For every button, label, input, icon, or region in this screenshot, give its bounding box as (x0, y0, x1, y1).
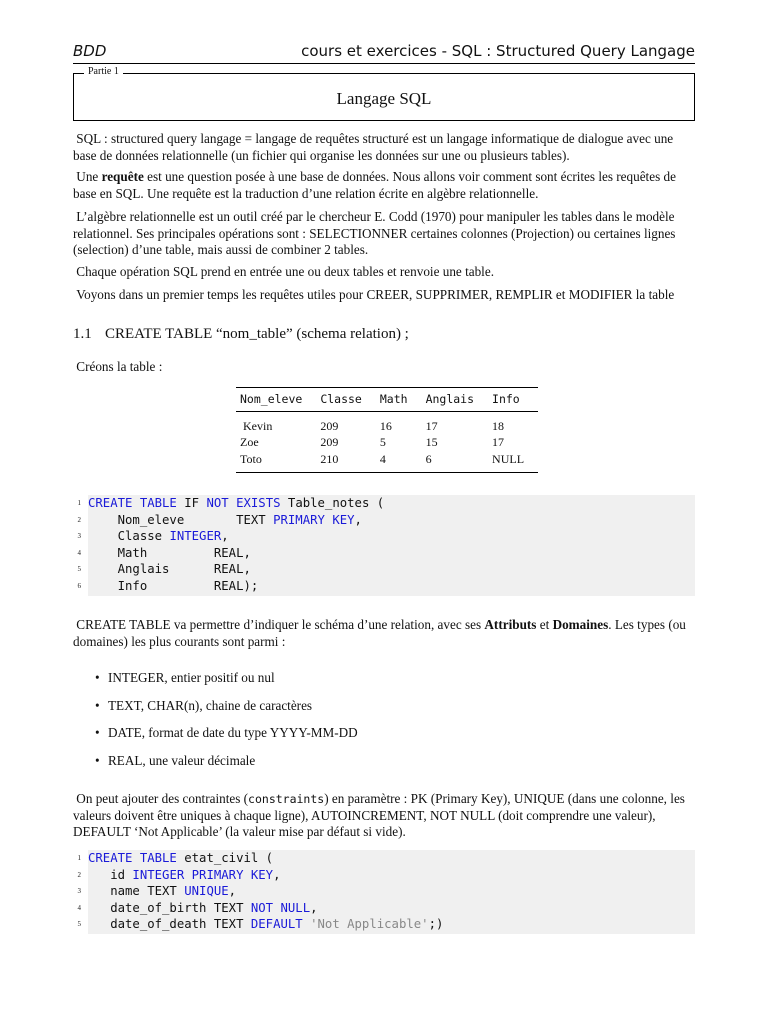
list-item: • TEXT, CHAR(n), chaine de caractères (95, 697, 313, 713)
code-text: , (221, 529, 229, 543)
code-text: Math REAL, (88, 545, 251, 560)
code-text: date_of_birth TEXT (88, 900, 251, 915)
code-text: Info REAL); (88, 578, 259, 593)
column-header: Classe (316, 388, 376, 412)
inline-code: constraints (248, 792, 325, 806)
code-text: , (228, 884, 237, 898)
line-number: 3 (77, 887, 81, 895)
code-line (77, 850, 695, 867)
line-number: 5 (77, 920, 81, 928)
code-keyword: DEFAULT (250, 917, 303, 931)
types-paragraph: CREATE TABLE va permettre d’indiquer le schéma d’une relation, avec ses Attributs et Domaines. Les types (ou domaines) les plus courants sont parmi : (73, 617, 686, 649)
types-list (95, 670, 358, 780)
running-header-right: cours et exercices - SQL : Structured Query Langage (301, 42, 695, 60)
table-cell: 4 (376, 451, 422, 472)
code-keyword: CREATE TABLE (88, 851, 177, 865)
code-line (77, 528, 695, 545)
table-cell: 17 (425, 418, 438, 433)
bullet-icon: • (95, 725, 100, 740)
code-line (77, 578, 695, 595)
code-keyword: INTEGER (169, 529, 222, 543)
code-text: date_of_death TEXT (88, 917, 251, 931)
table-cell: 17 (492, 435, 505, 450)
column-header: Info (488, 388, 538, 412)
bold-domaines: Domaines (552, 617, 609, 632)
running-header-left: BDD (73, 42, 107, 60)
code-block-create-table-notes (77, 495, 695, 596)
header-rule (73, 63, 695, 64)
table-row (236, 435, 538, 452)
table-cell: 5 (379, 435, 386, 450)
table-cell: 209 (320, 418, 339, 433)
code-string: 'Not Applicable' (310, 917, 429, 931)
creons-text: Créons la table : (76, 359, 163, 374)
line-number: 3 (77, 532, 81, 540)
code-text (303, 917, 310, 931)
table-cell: 16 (379, 418, 392, 433)
notes-table (236, 387, 538, 473)
table-cell: 15 (425, 435, 438, 450)
bold-attributs: Attributs (484, 617, 537, 632)
section-number: 1.1 (73, 326, 92, 342)
column-header: Math (376, 388, 422, 412)
line-number: 2 (77, 515, 81, 524)
code-text: Classe (88, 529, 170, 543)
code-line (77, 495, 695, 512)
code-text: id (88, 867, 133, 882)
code-line (77, 867, 695, 884)
code-line (77, 561, 695, 578)
table-cell: 18 (492, 418, 505, 433)
table-cell: NULL (488, 451, 538, 472)
code-keyword: UNIQUE (184, 884, 229, 898)
table-header-row (236, 388, 538, 412)
code-keyword: NOT NULL (250, 900, 311, 915)
code-text: , (273, 867, 281, 882)
code-keyword: CREATE TABLE (88, 496, 177, 510)
table-row (236, 451, 538, 472)
line-number: 5 (77, 565, 81, 573)
code-keyword: INTEGER PRIMARY KEY (132, 867, 274, 882)
intro-paragraph-4: Chaque opération SQL prend en entrée une ou deux tables et renvoie une table. (76, 264, 494, 279)
code-line (77, 545, 695, 562)
table-cell: 6 (422, 451, 488, 472)
bold-term: requête (101, 169, 144, 184)
code-line (77, 900, 695, 917)
intro-paragraph-2: Une requête est une question posée à une base de données. Nous allons voir comment sont écrites les requêtes de base en SQL. Une requête est la traduction d’une relation écrite en algèbre relationnelle. (73, 169, 676, 201)
intro-paragraph-5: Voyons dans un premier temps les requêtes utiles pour CREER, SUPPRIMER, REMPLIR et MODIFIER la table (76, 287, 675, 302)
code-text: Anglais REAL, (88, 562, 251, 576)
table-cell: Toto (236, 451, 316, 472)
constraints-paragraph: On peut ajouter des contraintes (constraints) en paramètre : PK (Primary Key), UNIQUE (dans une colonne, les valeurs doivent être uniques à chaque ligne), AUTOINCREMENT, NOT NULL (doit comprendre une valeur), DEFAULT ‘Not Applicable’ (la valeur mise par défaut si vide). (73, 791, 685, 839)
line-number: 1 (77, 854, 81, 862)
code-text: , (310, 900, 318, 915)
list-item: • INTEGER, entier positif ou nul (95, 670, 275, 685)
section-heading (73, 326, 409, 343)
line-number: 6 (77, 581, 81, 590)
list-item: • REAL, une valeur décimale (95, 752, 256, 768)
table-cell: Zoe (240, 435, 259, 450)
table-row (236, 412, 538, 435)
code-line (77, 512, 695, 529)
bullet-icon: • (95, 752, 100, 768)
line-number: 4 (77, 903, 81, 912)
code-text: name TEXT (88, 884, 185, 898)
table-cell: Kevin (240, 418, 273, 433)
table-cell: 209 (320, 435, 339, 450)
line-number: 4 (77, 548, 81, 557)
part-label: Partie 1 (84, 66, 123, 77)
list-item: • DATE, format de date du type YYYY-MM-DD (95, 725, 358, 740)
table-body (236, 412, 538, 473)
intro-paragraph-3: L’algèbre relationnelle est un outil créé par le chercheur E. Codd (1970) pour manipuler les tables dans le modèle relationnel. Ses principales opérations sont : SELECTIONNER certaines colonnes (Projection) ou certaines lignes (selection) d’une table, mais aussi de combiner 2 tables. (73, 209, 676, 257)
code-text: IF (176, 496, 207, 510)
code-text: , (354, 512, 362, 527)
code-block-create-table-etat-civil (77, 850, 695, 934)
code-keyword: NOT EXISTS (206, 496, 281, 510)
line-number: 1 (77, 499, 81, 507)
bullet-icon: • (95, 697, 100, 713)
code-text: Table_notes ( (280, 496, 385, 510)
table-cell: 210 (316, 451, 376, 472)
code-text: etat_civil ( (176, 851, 274, 865)
code-line (77, 883, 695, 900)
code-keyword: PRIMARY KEY (273, 512, 355, 527)
intro-paragraph-1: SQL : structured query langage = langage de requêtes structuré est un langage informatique de dialogue avec une base de données relationnelle (un fichier qui organise les données sur une ou plusieurs tables). (73, 131, 674, 163)
code-text: ;) (428, 917, 444, 931)
line-number: 2 (77, 870, 81, 879)
part-title: Langage SQL (336, 89, 432, 108)
code-text: Nom_eleve TEXT (88, 512, 274, 527)
section-title: CREATE TABLE “nom_table” (schema relation) ; (105, 326, 409, 342)
column-header: Nom_eleve (236, 388, 316, 412)
bullet-icon: • (95, 670, 100, 685)
code-line (77, 916, 695, 933)
column-header: Anglais (422, 388, 488, 412)
